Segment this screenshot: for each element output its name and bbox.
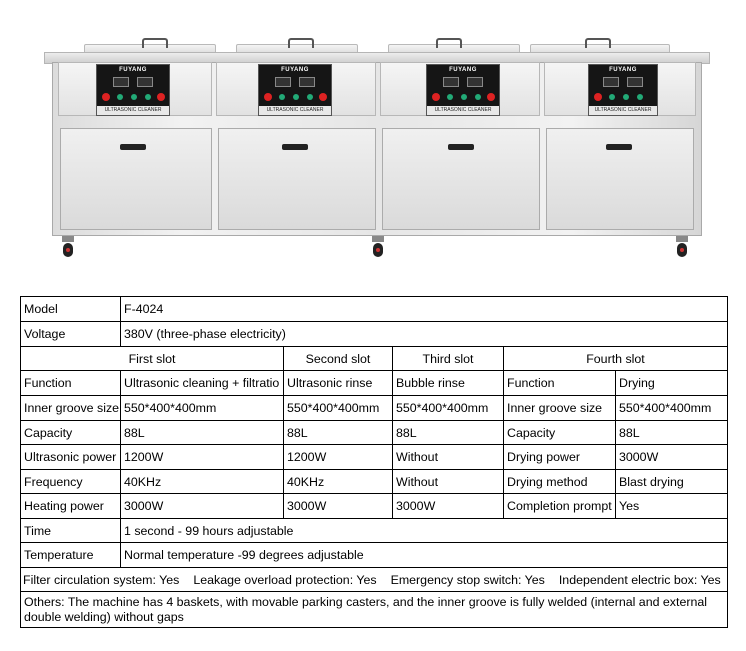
table-cell: Function <box>24 376 72 390</box>
emergency-stop-icon <box>432 93 440 101</box>
table-cell: Capacity <box>503 421 615 444</box>
brand-logo: FUYANG <box>281 67 309 73</box>
table-cell: Yes <box>615 494 727 518</box>
table-row <box>21 494 727 519</box>
slot-header-fourth: Fourth slot <box>503 347 727 370</box>
lid-handle-icon <box>288 38 314 48</box>
table-cell: 88L <box>392 421 503 444</box>
display-icon <box>443 77 459 87</box>
table-cell: Completion prompt <box>503 494 615 518</box>
display-icon <box>299 77 315 87</box>
panel-label: ULTRASONIC CLEANER <box>97 106 169 115</box>
table-cell: 40KHz <box>120 470 283 493</box>
table-cell: 3000W <box>615 445 727 469</box>
emergency-stop-icon <box>594 93 602 101</box>
time-label: Time <box>24 523 52 538</box>
green-button-icon <box>475 94 481 100</box>
feature-electric-box: Independent electric box: Yes <box>558 572 721 587</box>
table-cell: 1200W <box>120 445 283 469</box>
table-cell: 550*400*400mm <box>392 396 503 420</box>
table-cell: Without <box>392 470 503 493</box>
table-row-others <box>21 592 727 627</box>
table-cell: 550*400*400mm <box>120 396 283 420</box>
control-panel-3 <box>426 64 500 116</box>
lid-handle-icon <box>585 38 611 48</box>
panel-label: ULTRASONIC CLEANER <box>427 106 499 115</box>
red-button-icon <box>319 93 327 101</box>
spec-table <box>20 296 728 628</box>
display-icon <box>467 77 483 87</box>
time-value: 1 second - 99 hours adjustable <box>120 519 727 542</box>
caster-wheel-icon <box>676 236 688 258</box>
caster-wheel-icon <box>372 236 384 258</box>
red-button-icon <box>157 93 165 101</box>
green-button-icon <box>131 94 137 100</box>
panel-label: ULTRASONIC CLEANER <box>259 106 331 115</box>
table-cell: Capacity <box>24 425 73 440</box>
table-cell: 88L <box>283 421 392 444</box>
table-cell: 1200W <box>283 445 392 469</box>
features-cell <box>21 568 727 591</box>
green-button-icon <box>117 94 123 100</box>
table-cell: Ultrasonic power <box>24 450 117 464</box>
table-cell: Inner groove size <box>503 396 615 420</box>
table-cell: Heating power <box>24 499 104 513</box>
slot-header-first: First slot <box>128 351 176 366</box>
control-panel-4 <box>588 64 658 116</box>
voltage-label: Voltage <box>24 327 66 341</box>
table-row-time <box>21 519 727 543</box>
table-cell: 3000W <box>392 494 503 518</box>
table-row-slot-headers <box>21 347 727 371</box>
display-icon <box>113 77 129 87</box>
emergency-stop-icon <box>264 93 272 101</box>
door-handle-icon <box>120 144 146 150</box>
table-row-model <box>21 297 727 322</box>
door-handle-icon <box>606 144 632 150</box>
display-icon <box>137 77 153 87</box>
table-cell: 88L <box>615 421 727 444</box>
table-cell: Drying method <box>503 470 615 493</box>
control-panel-1 <box>96 64 170 116</box>
display-icon <box>603 77 619 87</box>
table-cell: 550*400*400mm <box>283 396 392 420</box>
red-button-icon <box>487 93 495 101</box>
table-row <box>21 421 727 445</box>
voltage-value: 380V (three-phase electricity) <box>120 322 727 346</box>
feature-emergency: Emergency stop switch: Yes <box>390 572 545 587</box>
ultrasonic-cleaner-photo <box>0 0 746 270</box>
table-row <box>21 470 727 494</box>
panel-label: ULTRASONIC CLEANER <box>589 106 657 115</box>
temperature-label: Temperature <box>24 548 94 562</box>
display-icon <box>275 77 291 87</box>
brand-logo: FUYANG <box>119 67 147 73</box>
green-button-icon <box>279 94 285 100</box>
feature-filter: Filter circulation system: Yes <box>23 572 180 587</box>
table-cell: Drying power <box>503 445 615 469</box>
table-cell: Frequency <box>24 474 83 489</box>
table-cell: Blast drying <box>615 470 727 493</box>
lid-handle-icon <box>142 38 168 48</box>
green-button-icon <box>447 94 453 100</box>
table-cell: Bubble rinse <box>392 371 503 395</box>
control-panel-2 <box>258 64 332 116</box>
table-cell: 40KHz <box>283 470 392 493</box>
table-cell: Drying <box>615 371 727 395</box>
table-cell: 3000W <box>283 494 392 518</box>
feature-leakage: Leakage overload protection: Yes <box>193 572 377 587</box>
door-handle-icon <box>448 144 474 150</box>
green-button-icon <box>623 94 629 100</box>
table-row-voltage <box>21 322 727 347</box>
model-label: Model <box>24 302 58 316</box>
brand-logo: FUYANG <box>609 67 637 73</box>
table-cell: 88L <box>120 421 283 444</box>
table-row-temperature <box>21 543 727 568</box>
green-button-icon <box>293 94 299 100</box>
door-handle-icon <box>282 144 308 150</box>
table-row <box>21 371 727 396</box>
brand-logo: FUYANG <box>449 67 477 73</box>
green-button-icon <box>637 94 643 100</box>
table-row-features <box>21 568 727 592</box>
table-cell: Function <box>503 371 615 395</box>
table-cell: 3000W <box>120 494 283 518</box>
table-row <box>21 396 727 421</box>
green-button-icon <box>609 94 615 100</box>
green-button-icon <box>145 94 151 100</box>
lid-handle-icon <box>436 38 462 48</box>
table-cell: Ultrasonic cleaning + filtratio <box>120 371 283 395</box>
table-row <box>21 445 727 470</box>
green-button-icon <box>461 94 467 100</box>
others-text: Others: The machine has 4 baskets, with movable parking casters, and the inner groove is fully welded (internal and external double welding) without gaps <box>24 594 707 624</box>
emergency-stop-icon <box>102 93 110 101</box>
display-icon <box>627 77 643 87</box>
slot-header-third: Third slot <box>392 347 503 370</box>
green-button-icon <box>307 94 313 100</box>
slot-header-second: Second slot <box>283 347 392 370</box>
table-cell: Ultrasonic rinse <box>283 371 392 395</box>
model-value: F-4024 <box>120 297 727 321</box>
table-cell: 550*400*400mm <box>615 396 727 420</box>
table-cell: Inner groove size <box>24 401 120 415</box>
temperature-value: Normal temperature -99 degrees adjustable <box>120 543 727 567</box>
caster-wheel-icon <box>62 236 74 258</box>
table-cell: Without <box>392 445 503 469</box>
